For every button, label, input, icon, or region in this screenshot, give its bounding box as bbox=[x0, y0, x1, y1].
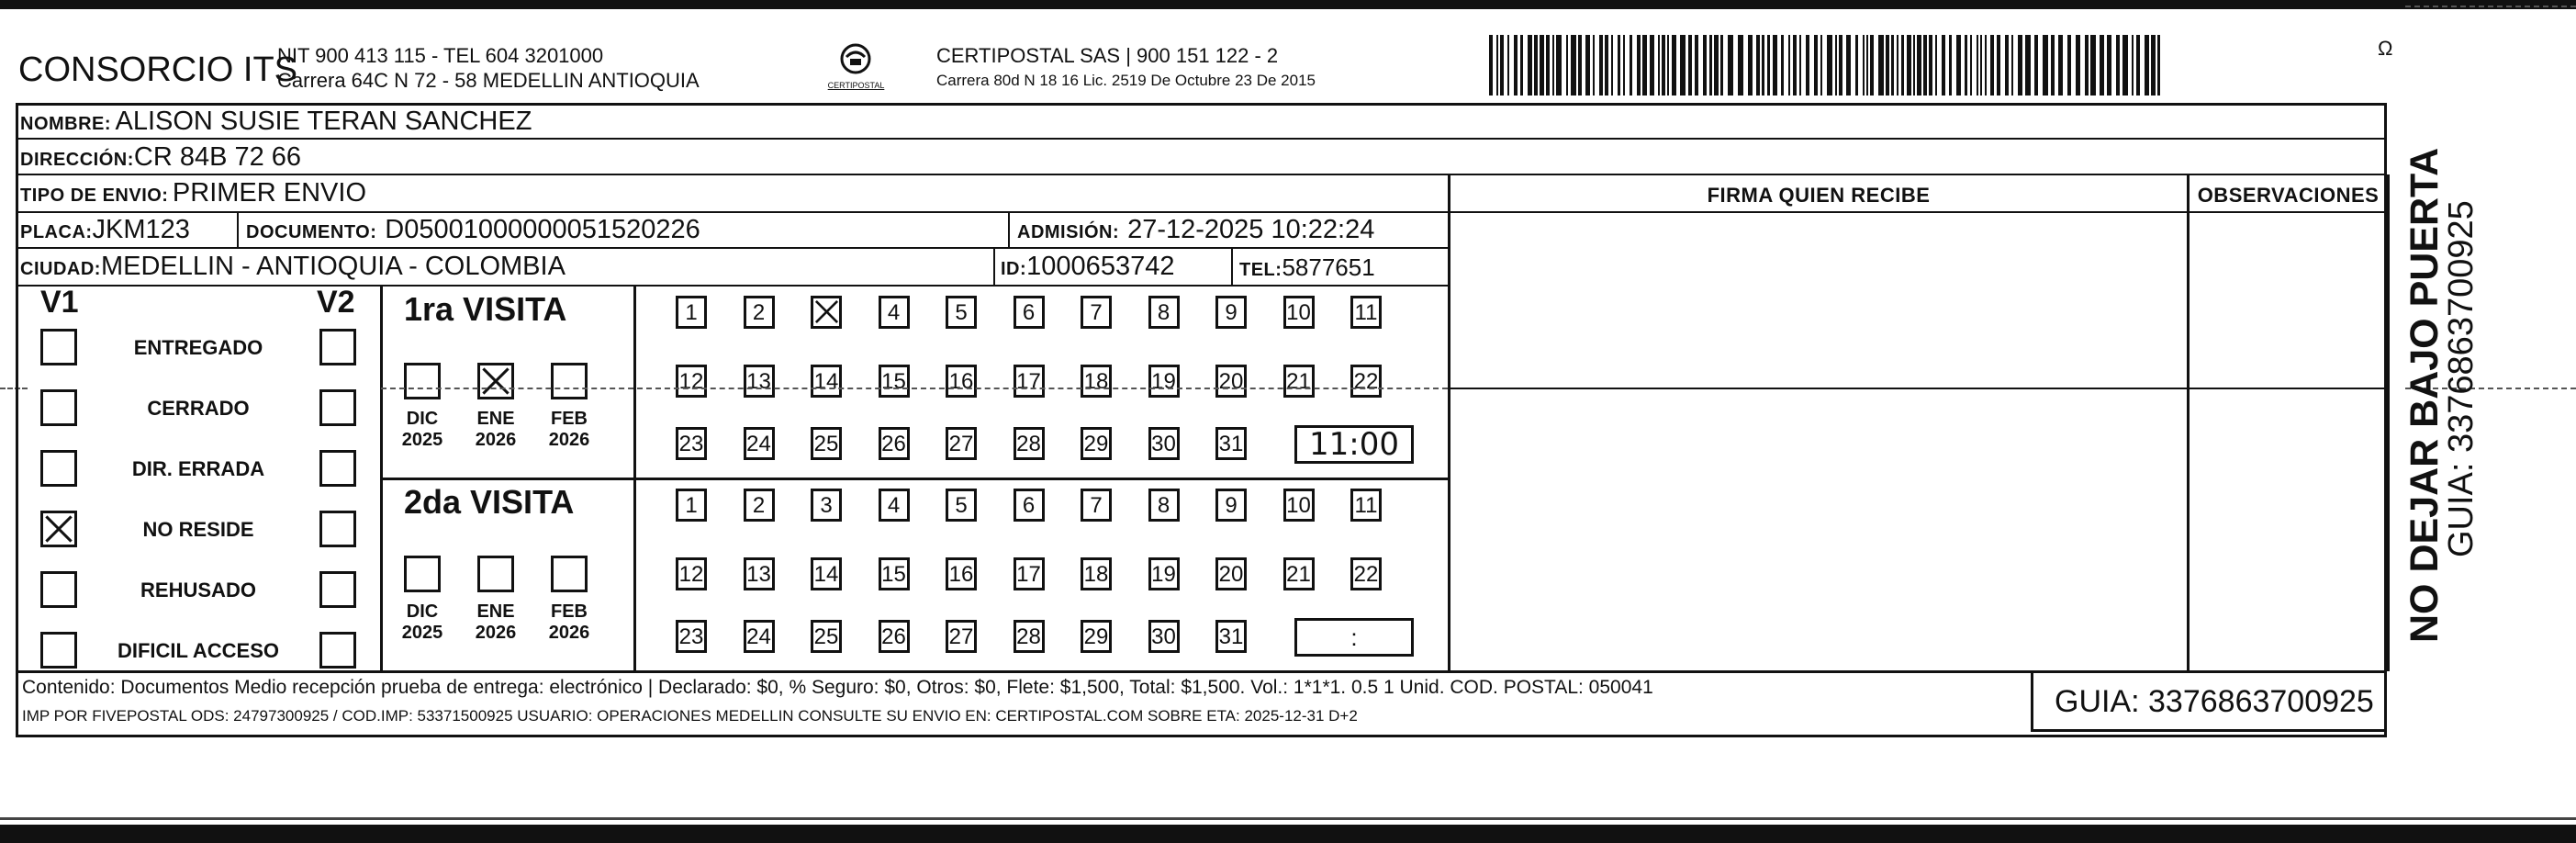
day-box[interactable]: 27 bbox=[946, 427, 977, 460]
barcode-bar bbox=[2058, 35, 2063, 96]
tel-value: 5877651 bbox=[1282, 253, 1375, 281]
barcode-bar bbox=[1806, 35, 1809, 96]
placa-divider bbox=[237, 211, 239, 248]
barcode-bar bbox=[2116, 35, 2120, 96]
side-guia: GUIA: 3376863700925 bbox=[2442, 200, 2481, 557]
barcode-bar bbox=[2043, 35, 2048, 96]
day-box[interactable]: 2 bbox=[744, 296, 775, 329]
barcode-bar bbox=[1907, 35, 1911, 96]
day-box[interactable]: 23 bbox=[676, 427, 707, 460]
day-box[interactable]: 31 bbox=[1215, 427, 1247, 460]
day-box[interactable]: 21 bbox=[1283, 557, 1315, 590]
admision-value: 27-12-2025 10:22:24 bbox=[1127, 215, 1375, 244]
month-year: 2026 bbox=[475, 430, 517, 450]
month-checkbox[interactable] bbox=[404, 556, 441, 592]
barcode-bar bbox=[1756, 35, 1760, 96]
barcode-bar bbox=[1623, 35, 1625, 96]
barcode-bar bbox=[1897, 35, 1898, 96]
month-checkbox[interactable] bbox=[551, 556, 588, 592]
barcode-bar bbox=[2034, 35, 2038, 96]
barcode-bar bbox=[1680, 35, 1686, 96]
barcode-bar bbox=[1500, 35, 1504, 96]
barcode-bar bbox=[1630, 35, 1632, 96]
obs-divider bbox=[2187, 174, 2190, 671]
day-box[interactable]: 30 bbox=[1148, 620, 1180, 653]
firma-header: FIRMA QUIEN RECIBE bbox=[1707, 184, 1931, 207]
placa-value: JKM123 bbox=[92, 215, 190, 244]
visit-dashed-line bbox=[381, 388, 1448, 389]
month-year: 2026 bbox=[548, 430, 590, 450]
day-box[interactable]: 22 bbox=[1350, 365, 1382, 398]
barcode-bar bbox=[1642, 35, 1647, 96]
barcode-bar bbox=[1942, 35, 1945, 96]
placa-row bbox=[20, 215, 190, 245]
status-v2-checkbox[interactable] bbox=[319, 389, 356, 426]
day-box[interactable]: 8 bbox=[1148, 489, 1180, 522]
barcode-bar bbox=[1878, 35, 1884, 96]
day-box[interactable]: 15 bbox=[879, 557, 910, 590]
barcode-bar bbox=[1781, 35, 1784, 96]
barcode-bar bbox=[1923, 35, 1927, 96]
day-box[interactable]: 14 bbox=[811, 557, 842, 590]
day-box[interactable]: 6 bbox=[1014, 296, 1045, 329]
day-box[interactable]: 19 bbox=[1148, 557, 1180, 590]
ciudad-label: CIUDAD: bbox=[20, 259, 101, 279]
barcode-bar bbox=[1714, 35, 1719, 96]
status-v1-checkbox[interactable] bbox=[40, 389, 77, 426]
day-box[interactable]: 26 bbox=[879, 427, 910, 460]
day-box[interactable]: 10 bbox=[1283, 489, 1315, 522]
logo-caption: CERTIPOSTAL bbox=[827, 81, 885, 90]
barcode-bar bbox=[1870, 35, 1874, 96]
barcode-bar bbox=[1839, 35, 1843, 96]
footer-guia-bottom bbox=[2031, 729, 2387, 732]
visit-time-box[interactable]: 11:00 bbox=[1294, 425, 1414, 464]
row-line bbox=[16, 247, 1448, 249]
status-v2-checkbox[interactable] bbox=[319, 571, 356, 608]
barcode-bar bbox=[1935, 35, 1937, 96]
barcode-bar bbox=[1866, 35, 1868, 96]
day-box[interactable]: 4 bbox=[879, 296, 910, 329]
month-name: DIC bbox=[406, 409, 439, 429]
barcode-bar bbox=[1929, 35, 1932, 96]
status-label: DIFICIL ACCESO bbox=[117, 639, 279, 662]
barcode-bar bbox=[2157, 35, 2160, 96]
barcode-bar bbox=[2018, 35, 2022, 96]
barcode-bar bbox=[1667, 35, 1669, 96]
day-box[interactable]: 16 bbox=[946, 557, 977, 590]
barcode-bar bbox=[1863, 35, 1865, 96]
month-label bbox=[468, 601, 523, 644]
status-v1-checkbox[interactable] bbox=[40, 329, 77, 365]
barcode-bar bbox=[1599, 35, 1603, 96]
visit-separator bbox=[381, 478, 1448, 480]
certipostal-logo-icon bbox=[822, 39, 890, 84]
barcode-bar bbox=[1827, 35, 1832, 96]
tel-row bbox=[1239, 253, 1375, 282]
barcode-bar bbox=[1917, 35, 1921, 96]
status-v2-checkbox[interactable] bbox=[319, 632, 356, 669]
tipo-row bbox=[20, 178, 366, 208]
day-box[interactable]: 1 bbox=[676, 489, 707, 522]
barcode-bar bbox=[1980, 35, 1982, 96]
barcode-bar bbox=[1540, 35, 1544, 96]
id-divider bbox=[993, 248, 995, 285]
top-border bbox=[0, 0, 2576, 9]
tel-divider bbox=[1231, 248, 1233, 285]
barcode-bar bbox=[1605, 35, 1608, 96]
barcode-bar bbox=[1901, 35, 1904, 96]
barcode-bar bbox=[1658, 35, 1660, 96]
nombre-value: ALISON SUSIE TERAN SANCHEZ bbox=[115, 107, 532, 136]
firma-divider bbox=[1448, 174, 1450, 671]
day-box[interactable]: 19 bbox=[1148, 365, 1180, 398]
visit-title: 1ra VISITA bbox=[404, 290, 567, 328]
barcode-bar bbox=[1585, 35, 1590, 96]
barcode-bar bbox=[1695, 35, 1698, 96]
status-v1-checkbox[interactable] bbox=[40, 450, 77, 487]
barcode-bar bbox=[1611, 35, 1613, 96]
status-v2-checkbox[interactable] bbox=[319, 329, 356, 365]
barcode-bar bbox=[1738, 35, 1743, 96]
placa-label: PLACA: bbox=[20, 222, 93, 242]
barcode-bar bbox=[1650, 35, 1654, 96]
status-label: REHUSADO bbox=[140, 579, 256, 601]
barcode-bar bbox=[1799, 35, 1801, 96]
company-nit: NIT 900 413 115 - TEL 604 3201000 bbox=[277, 44, 604, 67]
day-box[interactable]: 28 bbox=[1014, 620, 1045, 653]
month-checkbox[interactable] bbox=[404, 363, 441, 399]
barcode-bar bbox=[2122, 35, 2128, 96]
day-box[interactable]: 14 bbox=[811, 365, 842, 398]
barcode-bar bbox=[1709, 35, 1712, 96]
day-box[interactable]: 25 bbox=[811, 620, 842, 653]
status-v1-checkbox[interactable] bbox=[40, 511, 77, 547]
barcode-bar bbox=[1556, 35, 1562, 96]
row-line bbox=[16, 174, 2387, 175]
barcode-bar bbox=[1520, 35, 1523, 96]
day-box[interactable]: 13 bbox=[744, 557, 775, 590]
visit-title: 2da VISITA bbox=[404, 483, 575, 521]
barcode-bar bbox=[1767, 35, 1770, 96]
barcode-bar bbox=[1965, 35, 1967, 96]
month-label bbox=[395, 409, 450, 451]
bottom-border-thin bbox=[0, 817, 2576, 820]
barcode-bar bbox=[1773, 35, 1777, 96]
day-box[interactable]: 7 bbox=[1081, 489, 1112, 522]
day-box[interactable]: 9 bbox=[1215, 296, 1247, 329]
barcode-bar bbox=[1997, 35, 2000, 96]
barcode-bar bbox=[1977, 35, 1978, 96]
day-box[interactable]: 21 bbox=[1283, 365, 1315, 398]
company-address: Carrera 64C N 72 - 58 MEDELLIN ANTIOQUIA bbox=[277, 69, 700, 92]
corner-mark: Ω bbox=[2378, 37, 2393, 60]
barcode-bar bbox=[1688, 35, 1692, 96]
day-box[interactable]: 27 bbox=[946, 620, 977, 653]
day-box[interactable]: 17 bbox=[1014, 557, 1045, 590]
month-year: 2025 bbox=[401, 430, 443, 450]
day-box[interactable]: 9 bbox=[1215, 489, 1247, 522]
barcode-bar bbox=[1949, 35, 1952, 96]
status-label: CERRADO bbox=[147, 397, 250, 420]
barcode-bar bbox=[2132, 35, 2134, 96]
side-warning: NO DEJAR BAJO PUERTA bbox=[2402, 147, 2447, 643]
day-box[interactable]: 3 bbox=[811, 489, 842, 522]
direccion-label: DIRECCIÓN: bbox=[20, 150, 134, 170]
day-box[interactable]: 30 bbox=[1148, 427, 1180, 460]
tel-label: TEL: bbox=[1239, 260, 1282, 280]
day-box[interactable]: 5 bbox=[946, 296, 977, 329]
admision-label: ADMISIÓN: bbox=[1017, 222, 1120, 242]
day-box[interactable]: 20 bbox=[1215, 365, 1247, 398]
direccion-row bbox=[20, 142, 301, 173]
barcode-bar bbox=[1546, 35, 1550, 96]
admision-row bbox=[1017, 215, 1374, 245]
barcode-bar bbox=[1637, 35, 1641, 96]
cut-line-top bbox=[2405, 6, 2576, 7]
day-box[interactable]: 25 bbox=[811, 427, 842, 460]
barcode-bar bbox=[2100, 35, 2104, 96]
ciudad-row bbox=[20, 252, 566, 282]
barcode-bar bbox=[1990, 35, 1994, 96]
footer-contenido: Contenido: Documentos Medio recepción prueba de entrega: electrónico | Declarado: $0, % Seguro: $0, Otros: $0, Flete: $1,500, Total: $1,500. Vol.: 1*1*1. 0.5 1 Unid. COD. POSTAL: 050041 bbox=[22, 677, 1653, 698]
status-label: DIR. ERRADA bbox=[131, 457, 265, 480]
barcode-bar bbox=[1846, 35, 1851, 96]
month-label bbox=[542, 409, 597, 451]
barcode-bar bbox=[1891, 35, 1894, 96]
day-box[interactable]: 24 bbox=[744, 620, 775, 653]
status-v2-checkbox[interactable] bbox=[319, 511, 356, 547]
direccion-value: CR 84B 72 66 bbox=[133, 142, 302, 172]
barcode-bar bbox=[1728, 35, 1733, 96]
day-box[interactable]: 29 bbox=[1081, 427, 1112, 460]
month-name: ENE bbox=[476, 601, 515, 622]
day-box[interactable]: 8 bbox=[1148, 296, 1180, 329]
day-box[interactable]: 18 bbox=[1081, 557, 1112, 590]
id-label: ID: bbox=[1001, 259, 1027, 279]
day-box[interactable]: 15 bbox=[879, 365, 910, 398]
barcode-bar bbox=[1534, 35, 1538, 96]
day-box[interactable]: 5 bbox=[946, 489, 977, 522]
documento-value: D05001000000051520226 bbox=[385, 215, 700, 244]
barcode-bar bbox=[1913, 35, 1915, 96]
certipostal-logo bbox=[822, 39, 890, 103]
barcode-bar bbox=[1820, 35, 1822, 96]
company-name: CONSORCIO ITS bbox=[18, 51, 298, 89]
status-label: ENTREGADO bbox=[133, 336, 263, 359]
day-box[interactable] bbox=[811, 296, 842, 329]
day-box[interactable]: 12 bbox=[676, 557, 707, 590]
footer-imp: IMP POR FIVEPOSTAL ODS: 24797300925 / COD.IMP: 53371500925 USUARIO: OPERACIONES MEDELLIN CONSULTE SU ENVIO EN: CERTIPOSTAL.COM SOBRE ETA: 2025-12-31 D+2 bbox=[22, 707, 1358, 725]
barcode-bar bbox=[2085, 35, 2089, 96]
barcode-bar bbox=[1762, 35, 1764, 96]
barcode-bar bbox=[1788, 35, 1790, 96]
month-name: FEB bbox=[551, 409, 588, 429]
day-box[interactable]: 16 bbox=[946, 365, 977, 398]
bottom-border bbox=[0, 825, 2576, 843]
barcode-bar bbox=[1571, 35, 1576, 96]
day-box[interactable]: 13 bbox=[744, 365, 775, 398]
barcode-bar bbox=[1985, 35, 1987, 96]
month-label bbox=[542, 601, 597, 644]
barcode-bar bbox=[1618, 35, 1620, 96]
tipo-value: PRIMER ENVIO bbox=[172, 178, 367, 208]
day-box[interactable]: 17 bbox=[1014, 365, 1045, 398]
nombre-row bbox=[20, 107, 532, 137]
barcode-bar bbox=[2136, 35, 2140, 96]
barcode-bar bbox=[2005, 35, 2009, 96]
row-line bbox=[16, 285, 1448, 287]
day-box[interactable]: 2 bbox=[744, 489, 775, 522]
day-box[interactable]: 11 bbox=[1350, 489, 1382, 522]
day-box[interactable]: 4 bbox=[879, 489, 910, 522]
signature-area[interactable] bbox=[1451, 213, 2186, 388]
day-box[interactable]: 24 bbox=[744, 427, 775, 460]
barcode-bar bbox=[1970, 35, 1972, 96]
month-label bbox=[395, 601, 450, 644]
id-value: 1000653742 bbox=[1026, 252, 1175, 281]
month-checkbox[interactable] bbox=[551, 363, 588, 399]
day-box[interactable]: 18 bbox=[1081, 365, 1112, 398]
month-checkbox[interactable] bbox=[477, 556, 514, 592]
barcode-bar bbox=[2067, 35, 2071, 96]
barcode-bar bbox=[2145, 35, 2149, 96]
barcode-bar bbox=[1748, 35, 1753, 96]
day-box[interactable]: 28 bbox=[1014, 427, 1045, 460]
visit-time-box[interactable]: : bbox=[1294, 618, 1414, 657]
barcode-bar bbox=[2025, 35, 2031, 96]
day-box[interactable]: 11 bbox=[1350, 296, 1382, 329]
day-box[interactable]: 12 bbox=[676, 365, 707, 398]
admision-divider bbox=[1008, 211, 1010, 248]
month-checkbox[interactable] bbox=[477, 363, 514, 399]
row-line bbox=[16, 138, 2387, 140]
status-v1-checkbox[interactable] bbox=[40, 632, 77, 669]
barcode-bar bbox=[1566, 35, 1568, 96]
day-box[interactable]: 29 bbox=[1081, 620, 1112, 653]
barcode-bar bbox=[1507, 35, 1509, 96]
barcode-bar bbox=[2151, 35, 2156, 96]
barcode-bar bbox=[2090, 35, 2096, 96]
documento-row bbox=[246, 215, 700, 245]
month-year: 2026 bbox=[548, 623, 590, 643]
day-box[interactable]: 7 bbox=[1081, 296, 1112, 329]
status-label: NO RESIDE bbox=[142, 518, 254, 541]
observations-area[interactable] bbox=[2190, 213, 2386, 669]
id-row bbox=[1001, 252, 1174, 282]
day-box[interactable]: 22 bbox=[1350, 557, 1382, 590]
day-box[interactable]: 23 bbox=[676, 620, 707, 653]
day-box[interactable]: 31 bbox=[1215, 620, 1247, 653]
month-year: 2026 bbox=[475, 623, 517, 643]
obs-right-edge bbox=[2387, 174, 2390, 671]
barcode-bar bbox=[2107, 35, 2111, 96]
v1-header: V1 bbox=[40, 285, 79, 320]
v2-header: V2 bbox=[317, 285, 355, 320]
nombre-label: NOMBRE: bbox=[20, 114, 112, 134]
observaciones-header: OBSERVACIONES bbox=[2197, 184, 2380, 207]
month-year: 2025 bbox=[401, 623, 443, 643]
certipostal-line2: Carrera 80d N 18 16 Lic. 2519 De Octubre 23 De 2015 bbox=[936, 72, 1316, 89]
day-box[interactable]: 20 bbox=[1215, 557, 1247, 590]
barcode-bar bbox=[1835, 35, 1837, 96]
month-name: DIC bbox=[406, 601, 439, 622]
barcode-bar bbox=[1496, 35, 1498, 96]
barcode-bar bbox=[2051, 35, 2055, 96]
certipostal-line1: CERTIPOSTAL SAS | 900 151 122 - 2 bbox=[936, 44, 1279, 67]
month-name: FEB bbox=[551, 601, 588, 622]
barcode-bar bbox=[1672, 35, 1676, 96]
documento-label: DOCUMENTO: bbox=[246, 222, 377, 242]
barcode-bar bbox=[1720, 35, 1723, 96]
barcode-bar bbox=[1886, 35, 1889, 96]
day-box[interactable]: 26 bbox=[879, 620, 910, 653]
barcode bbox=[1489, 35, 2164, 96]
barcode-bar bbox=[1814, 35, 1818, 96]
month-label bbox=[468, 409, 523, 451]
barcode-bar bbox=[1489, 35, 1493, 96]
barcode-bar bbox=[2011, 35, 2013, 96]
barcode-bar bbox=[1528, 35, 1532, 96]
barcode-bar bbox=[1703, 35, 1707, 96]
status-v2-checkbox[interactable] bbox=[319, 450, 356, 487]
barcode-bar bbox=[1578, 35, 1582, 96]
day-box[interactable]: 10 bbox=[1283, 296, 1315, 329]
footer-guia: GUIA: 3376863700925 bbox=[2055, 684, 2374, 719]
month-name: ENE bbox=[476, 409, 515, 429]
day-box[interactable]: 6 bbox=[1014, 489, 1045, 522]
barcode-bar bbox=[1855, 35, 1858, 96]
day-box[interactable]: 1 bbox=[676, 296, 707, 329]
barcode-bar bbox=[1662, 35, 1665, 96]
barcode-bar bbox=[1552, 35, 1554, 96]
barcode-bar bbox=[1793, 35, 1797, 96]
status-v1-checkbox[interactable] bbox=[40, 571, 77, 608]
barcode-bar bbox=[1593, 35, 1595, 96]
footer-guia-divider bbox=[2031, 671, 2033, 730]
ciudad-value: MEDELLIN - ANTIOQUIA - COLOMBIA bbox=[100, 252, 566, 281]
tipo-label: TIPO DE ENVIO: bbox=[20, 185, 169, 206]
barcode-bar bbox=[2076, 35, 2080, 96]
barcode-bar bbox=[1956, 35, 1961, 96]
barcode-bar bbox=[1514, 35, 1518, 96]
